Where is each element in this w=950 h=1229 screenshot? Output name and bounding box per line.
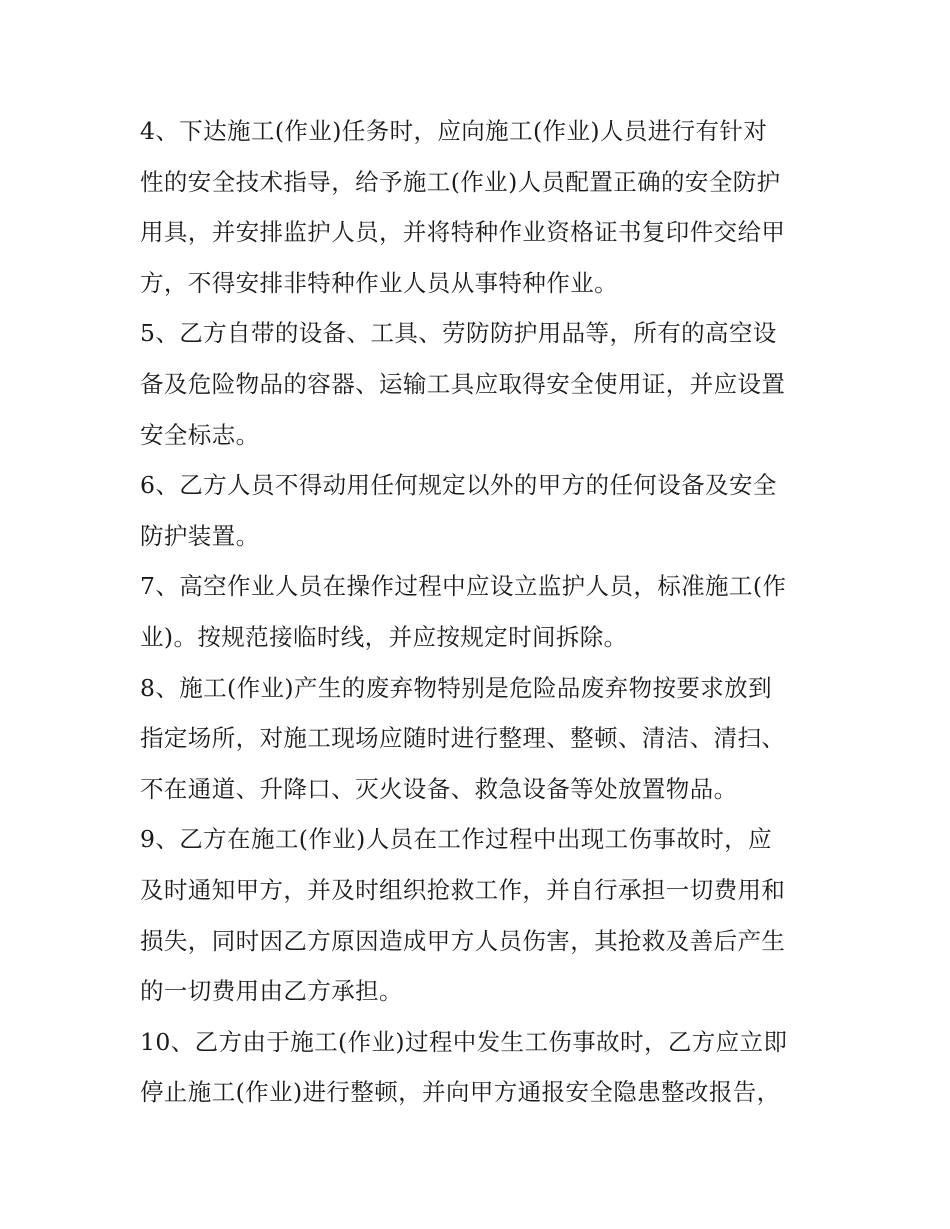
text-line: 业)。按规范接临时线，并应按规定时间拆除。 <box>140 622 628 651</box>
text-line: 的一切费用由乙方承担。 <box>140 977 403 1006</box>
document-body <box>140 106 812 1118</box>
text-line: 及时通知甲方，并及时组织抢救工作，并自行承担一切费用和 <box>140 875 786 904</box>
text-line: 方，不得安排非特种作业人员从事特种作业。 <box>140 268 618 297</box>
text-line: 备及危险物品的容器、运输工具应取得安全使用证，并应设置 <box>140 369 786 398</box>
text-line: 8、施工(作业)产生的废弃物特别是危险品废弃物按要求放到 <box>140 673 772 702</box>
text-line: 不在通道、升降口、灭火设备、救急设备等处放置物品。 <box>140 774 738 803</box>
text-line: 停止施工(作业)进行整顿，并向甲方通报安全隐患整改报告， <box>140 1078 781 1107</box>
text-line: 性的安全技术指导，给予施工(作业)人员配置正确的安全防护 <box>140 167 781 196</box>
text-line: 5、乙方自带的设备、工具、劳防防护用品等，所有的高空设 <box>140 319 777 348</box>
text-line: 6、乙方人员不得动用任何规定以外的甲方的任何设备及安全 <box>140 471 777 500</box>
text-line: 4、下达施工(作业)任务时，应向施工(作业)人员进行有针对 <box>140 117 768 145</box>
text-line: 用具，并安排监护人员，并将特种作业资格证书复印件交给甲 <box>140 218 786 247</box>
text-line: 10、乙方由于施工(作业)过程中发生工伤事故时，乙方应立即 <box>140 1027 788 1056</box>
text-line: 防护装置。 <box>140 521 260 550</box>
text-line: 指定场所，对施工现场应随时进行整理、整顿、清洁、清扫、 <box>140 724 786 753</box>
text-line: 7、高空作业人员在操作过程中应设立监护人员，标准施工(作 <box>140 572 787 601</box>
text-line: 9、乙方在施工(作业)人员在工作过程中出现工伤事故时，应 <box>140 825 772 854</box>
text-line: 损失，同时因乙方原因造成甲方人员伤害，其抢救及善后产生 <box>140 926 786 955</box>
text-line: 安全标志。 <box>140 420 260 449</box>
